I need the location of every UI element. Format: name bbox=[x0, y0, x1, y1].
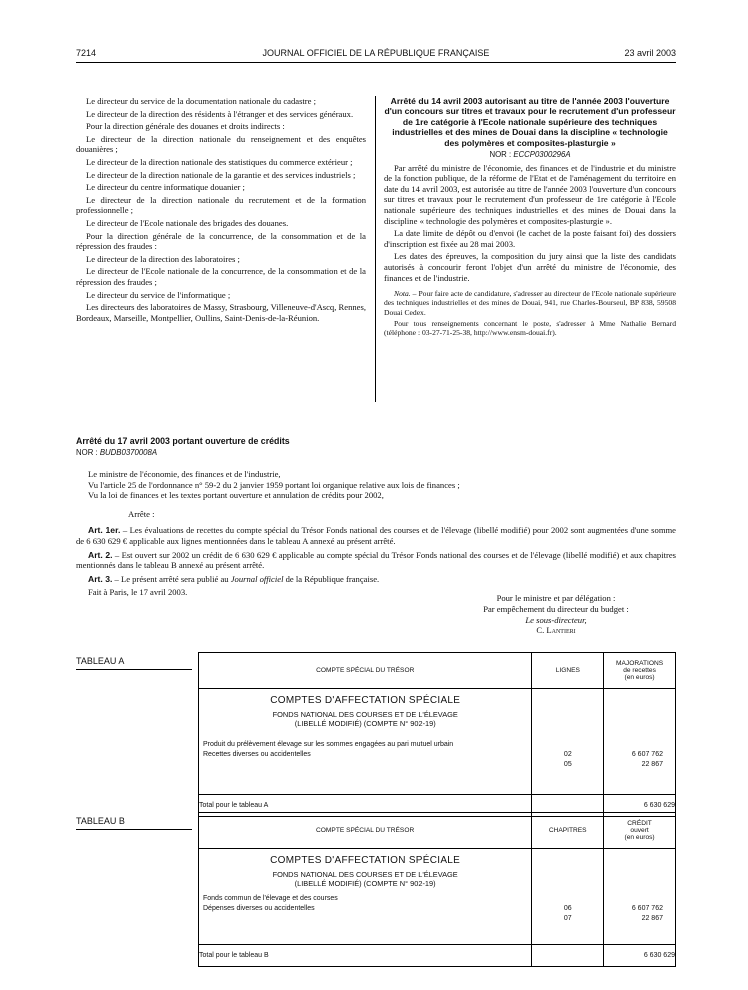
left-paragraph: Pour la direction générale des douanes et droits indirects : bbox=[86, 121, 285, 132]
column-header: MAJORATIONS de recettes (en euros) bbox=[604, 653, 676, 689]
nota-paragraph-2: Pour tous renseignements concernant le poste, s'adresser à Mme Nathalie Bernard (téléphone : 03-27-71-25-38, http://www.ensm-douai.fr). bbox=[384, 318, 676, 337]
left-paragraph: Le directeur du service de l'informatique ; bbox=[86, 289, 231, 300]
right-paragraph: Les dates des épreuves, la composition du jury ainsi que la liste des candidats autorisés à concourir feront l'objet d'un arrêté du ministre de l'économie, des finances et de l'industrie. bbox=[384, 251, 676, 283]
signature-title: Le sous-directeur, bbox=[525, 614, 587, 625]
category-title: COMPTES D'AFFECTATION SPÉCIALE bbox=[270, 695, 461, 706]
nota-paragraph: Nota. – Pour faire acte de candidature, s'adresser au directeur de l'Ecole nationale supérieure des techniques industrielles et des mines de Douai, 941, rue Charles-Bourseul, BP 838, 59508 Douai Cedex. bbox=[384, 289, 676, 317]
left-paragraph: Le directeur de la direction nationale de la garantie et des services industriels ; bbox=[86, 169, 356, 180]
table-row-code: 02 bbox=[563, 751, 572, 758]
tableau-b bbox=[198, 812, 676, 967]
nor-code: BUDB0370008A bbox=[99, 448, 158, 458]
table-row-code: 07 bbox=[563, 915, 572, 922]
preamble-line: Vu l'article 25 de l'ordonnance n° 59-2 du 2 janvier 1959 portant loi organique relative aux lois de finances ; bbox=[88, 479, 460, 490]
right-paragraph: Par arrêté du ministre de l'économie, des finances et de l'industrie et du ministre de la fonction publique, de la réforme de l'Etat et de l'aménagement du territoire en date du 14 avril 2003, est autorisée au titre de l'année 2003 l'ouverture d'un concours sur titres et travaux pour le recrutement d'un professeur de 1re catégorie à l'Ecole nationale supérieure des techniques industrielles et des mines de Douai dans la discipline « technologie des polymères et composites-plasturgie ». bbox=[384, 162, 676, 226]
table-row-label: Produit du prélèvement élevage sur les sommes engagées au pari mutuel urbain bbox=[203, 741, 454, 748]
article-1: Art. 1er. – Les évaluations de recettes du compte spécial du Trésor Fonds national des courses et de l'élevage (libellé modifié) pour 2002 sont augmentées d'une somme de 6 630 629 € applicable aux lignes mentionnées dans le tableau A annexé au présent arrêté. bbox=[76, 525, 676, 546]
table-row-label: Dépenses diverses ou accidentelles bbox=[203, 905, 315, 912]
total-amount: 6 630 629 bbox=[604, 945, 676, 967]
fund-name: FONDS NATIONAL DES COURSES ET DE L'ÉLEVAGE bbox=[272, 710, 458, 719]
fund-name: FONDS NATIONAL DES COURSES ET DE L'ÉLEVAGE bbox=[272, 870, 458, 879]
preamble-line: Le ministre de l'économie, des finances et de l'industrie, bbox=[88, 469, 281, 479]
fund-account: (LIBELLÉ MODIFIÉ) (COMPTE N° 902-19) bbox=[294, 879, 436, 888]
fait-a-paris: Fait à Paris, le 17 avril 2003. bbox=[88, 587, 188, 598]
issue-date: 23 avril 2003 bbox=[624, 48, 676, 58]
tableau-a bbox=[198, 652, 676, 817]
left-paragraph: Le directeur de la direction des résidents à l'étranger et des services généraux. bbox=[86, 108, 354, 119]
column-header: COMPTE SPÉCIAL DU TRÉSOR bbox=[199, 813, 532, 849]
total-label: Total pour le tableau B bbox=[199, 945, 532, 967]
signatory-name: C. Lantieri bbox=[536, 625, 576, 636]
left-paragraph: Le directeur du centre informatique douanier ; bbox=[86, 182, 245, 193]
column-header: CHAPITRES bbox=[532, 813, 604, 849]
total-amount: 6 630 629 bbox=[604, 795, 676, 817]
arrete-word: Arrête : bbox=[128, 508, 155, 519]
table-row-code: 05 bbox=[563, 761, 572, 768]
nota-label: Nota. bbox=[394, 289, 411, 299]
signature-line: Par empêchement du directeur du budget : bbox=[483, 603, 629, 614]
signature-block bbox=[436, 593, 676, 636]
table-row-amount: 6 607 762 bbox=[631, 751, 663, 758]
nor-code: ECCP0300296A bbox=[513, 150, 571, 160]
fund-account: (LIBELLÉ MODIFIÉ) (COMPTE N° 902-19) bbox=[294, 719, 436, 728]
left-paragraph: Les directeurs des laboratoires de Massy, Strasbourg, Villeneuve-d'Ascq, Rennes, Bordeaux, Marseille, Montpellier, Oullins, Saint-Denis-de-la-Réunion. bbox=[76, 302, 366, 323]
article-3: Art. 3. – Le présent arrêté sera publié au Journal officiel de la République française. bbox=[88, 573, 380, 584]
column-divider bbox=[375, 96, 376, 402]
right-paragraph: La date limite de dépôt ou d'envoi (le cachet de la poste faisant foi) des dossiers d'inscription est fixée au 28 mai 2003. bbox=[384, 228, 676, 249]
tableau-b-rule bbox=[76, 829, 192, 830]
arrete-credits-title: Arrêté du 17 avril 2003 portant ouverture de crédits bbox=[76, 436, 290, 446]
page-number: 7214 bbox=[76, 48, 97, 58]
table-amount-cell bbox=[604, 849, 676, 945]
tableau-b-label: TABLEAU B bbox=[76, 816, 125, 826]
table-row-amount: 6 607 762 bbox=[631, 905, 663, 912]
left-paragraph: Le directeur du service de la documentation nationale du cadastre ; bbox=[86, 96, 317, 106]
table-amount-cell bbox=[604, 689, 676, 795]
preamble-line: Vu la loi de finances et les textes portant ouverture et annulation de crédits pour 2002, bbox=[88, 490, 384, 501]
page-header bbox=[76, 48, 676, 62]
article-2: Art. 2. – Est ouvert sur 2002 un crédit de 6 630 629 € applicable au compte spécial du Trésor Fonds national des courses et de l'élevage (libellé modifié) et aux chapitres mentionnés dans le tableau B annexé au présent arrêté. bbox=[76, 549, 676, 571]
article-label: Art. 3. bbox=[88, 573, 113, 584]
table-code-cell bbox=[532, 849, 604, 945]
column-header: COMPTE SPÉCIAL DU TRÉSOR bbox=[199, 653, 532, 689]
left-column bbox=[76, 96, 366, 325]
header-rule bbox=[76, 62, 676, 63]
column-header: LIGNES bbox=[532, 653, 604, 689]
table-body-cell bbox=[199, 849, 532, 945]
left-paragraph: Le directeur de l'Ecole nationale de la concurrence, de la consommation et de la répression des fraudes ; bbox=[76, 266, 366, 287]
table-code-cell bbox=[532, 689, 604, 795]
category-title: COMPTES D'AFFECTATION SPÉCIALE bbox=[270, 855, 461, 866]
tableau-a-label: TABLEAU A bbox=[76, 656, 125, 666]
total-label: Total pour le tableau A bbox=[199, 795, 532, 817]
table-row-code: 06 bbox=[563, 905, 572, 912]
left-paragraph: Le directeur de la direction des laboratoires ; bbox=[86, 253, 240, 264]
arrete-credits bbox=[76, 436, 676, 598]
journal-name: Journal officiel bbox=[230, 573, 284, 584]
tableau-a-rule bbox=[76, 669, 192, 670]
nor-reference: NOR : BUDB0370008A bbox=[76, 448, 158, 458]
table-body-cell bbox=[199, 689, 532, 795]
left-paragraph: Le directeur de l'Ecole nationale des brigades des douanes. bbox=[86, 217, 289, 228]
left-paragraph: Le directeur de la direction nationale du renseignement et des enquêtes douanières ; bbox=[76, 133, 366, 155]
table-row-amount: 22 867 bbox=[641, 761, 663, 768]
journal-title: JOURNAL OFFICIEL DE LA RÉPUBLIQUE FRANÇAISE bbox=[262, 48, 490, 58]
left-paragraph: Le directeur de la direction nationale des statistiques du commerce extérieur ; bbox=[86, 156, 353, 167]
arrete-title: Arrêté du 14 avril 2003 autorisant au titre de l'année 2003 l'ouverture d'un concours sur titres et travaux pour le recrutement d'un professeur de 1re catégorie à l'Ecole nationale supérieure des techniques industrielles et des mines de Douai dans la discipline « technologie des polymères et composites-plasturgie » bbox=[384, 96, 676, 148]
article-label: Art. 2. bbox=[88, 549, 113, 560]
article-label: Art. 1er. bbox=[88, 525, 121, 536]
table-row-label: Fonds commun de l'élevage et des courses bbox=[203, 895, 338, 902]
nor-reference: NOR : ECCP0300296A bbox=[489, 150, 571, 160]
table-row-amount: 22 867 bbox=[641, 915, 663, 922]
column-header: CRÉDIT ouvert (en euros) bbox=[604, 813, 676, 849]
signature-line: Pour le ministre et par délégation : bbox=[496, 593, 616, 603]
left-paragraph: Le directeur de la direction nationale du recrutement et de la formation professionnelle ; bbox=[76, 194, 366, 216]
left-paragraph: Pour la direction générale de la concurrence, de la consommation et de la répression des fraudes : bbox=[76, 230, 366, 252]
right-column bbox=[384, 96, 676, 339]
table-row-label: Recettes diverses ou accidentelles bbox=[203, 751, 311, 758]
